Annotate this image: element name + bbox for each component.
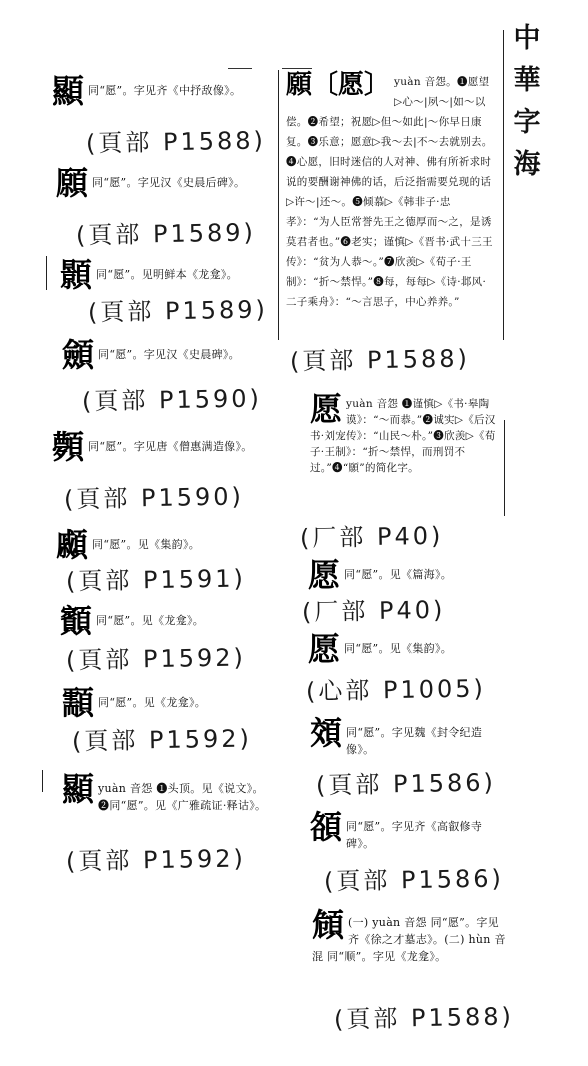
entry-right-6	[310, 810, 500, 852]
headword: 頟	[310, 808, 343, 846]
margin-bracket	[504, 420, 505, 516]
headword: 顭	[52, 428, 85, 466]
handwritten-page-ref: (頁部 P1591)	[65, 564, 247, 596]
headword: 顮	[60, 602, 93, 640]
title-char: 中	[513, 23, 541, 54]
definition: 同“愿”。见《集韵》。	[92, 538, 201, 551]
headword: 顬	[62, 684, 95, 722]
handwritten-page-ref: (頁部 P1589)	[75, 218, 257, 250]
entry-left-5	[52, 430, 262, 464]
handwritten-page-ref: (厂部 P40)	[301, 595, 446, 627]
handwritten-page-ref: (頁部 P1592)	[65, 844, 247, 876]
headword: 愿	[308, 556, 341, 594]
entry-right-7	[312, 908, 508, 965]
entry-left-8	[62, 686, 272, 720]
handwritten-page-ref: (頁部 P1589)	[87, 295, 269, 327]
title-divider	[503, 30, 504, 340]
handwritten-page-ref: (心部 P1005)	[305, 674, 487, 706]
handwritten-page-ref: (厂部 P40)	[299, 521, 444, 553]
entry-right-2	[310, 392, 500, 476]
definition: 同“愿”。字见唐《僧惠满造像》。	[88, 440, 253, 453]
title-char: 字	[513, 107, 541, 138]
definition: 同“愿”。字见汉《史晨碑》。	[98, 348, 240, 361]
handwritten-page-ref: (頁部 P1586)	[315, 768, 497, 800]
entry-right-3	[308, 558, 498, 592]
entry-right-4	[308, 632, 498, 666]
title-char: 海	[513, 149, 541, 180]
dictionary-title	[508, 18, 546, 186]
definition: 同“愿”。见《集韵》。	[344, 642, 453, 655]
entry-left-6	[56, 528, 266, 562]
handwritten-page-ref: (頁部 P1590)	[81, 384, 263, 416]
headword: 顯	[62, 770, 95, 808]
definition: 同“愿”。见《篇海》。	[344, 568, 453, 581]
entry-right-1	[286, 70, 494, 310]
entry-left-9	[62, 772, 268, 814]
definition: 同“愿”。字见汉《史晨后碑》。	[92, 176, 246, 189]
margin-bracket	[278, 70, 279, 340]
entry-right-5	[310, 716, 500, 758]
definition: (一) yuàn 音怨 同“愿”。字见齐《徐之才墓志》。(二) hùn 音混 同“顺”。字见《龙龛》。	[312, 916, 506, 963]
top-rule-left	[228, 68, 252, 69]
headword: 顥	[60, 256, 93, 294]
headword: 願	[56, 164, 89, 202]
definition: 同“愿”。字见齐《高叡修寺碑》。	[346, 820, 483, 850]
entry-left-3	[60, 258, 270, 292]
headword: 顯	[52, 72, 85, 110]
handwritten-page-ref: (頁部 P1592)	[65, 643, 247, 675]
definition: yuàn 音怨 ❶谨慎▷《书·皋陶谟》：“～而恭。”❷诚实▷《后汉书·刘宠传》：“山民～朴。”❸欣羡▷《荀子·王制》：“折～禁悍，而刑罚不过。”❹“願”的简化字。	[310, 398, 496, 474]
headword: 願〔愿〕	[286, 70, 391, 100]
handwritten-page-ref: (頁部 P1586)	[323, 864, 505, 896]
definition: 同“愿”。字见魏《封令纪造像》。	[346, 726, 483, 756]
definition: yuàn 音怨。❶愿望▷心～|夙～|如～以偿。❷希望；祝愿▷但～如此|～你早日康复。❸乐意；愿意▷我～去|不～去就别去。❹心愿，旧时迷信的人对神、佛有所祈求时说的要酬谢神佛的话，后泛指需要兑现的话▷许～|还～。❺倾慕▷《韩非子·忠孝》：“为人臣常誉先王之德厚而～之，是诱莫君者也。”❻老实；谨慎▷《晋书·武十三王传》：“贫为人恭～。”❼欣羡▷《荀子·王制》：“折～禁悍。”❽每，每每▷《诗·邶风·二子乘舟》：“～言思子，中心养养。”	[286, 76, 493, 308]
definition: 同“愿”。见《龙龛》。	[98, 696, 207, 709]
handwritten-page-ref: (頁部 P1590)	[63, 482, 245, 514]
definition: yuàn 音怨 ❶头顶。见《说文》。❷同“愿”。见《广雅疏证·释诂》。	[98, 782, 267, 812]
title-char: 華	[513, 65, 541, 96]
headword: 愿	[308, 630, 341, 668]
entry-left-2	[56, 166, 266, 200]
headword: 頠	[312, 906, 345, 944]
definition: 同“愿”。见明鲜本《龙龛》。	[96, 268, 238, 281]
margin-bracket	[42, 770, 43, 792]
handwritten-page-ref: (頁部 P1588)	[289, 344, 471, 376]
definition: 同“愿”。字见齐《中抒敌像》。	[88, 84, 242, 97]
headword: 顣	[56, 526, 89, 564]
headword: 頝	[310, 714, 343, 752]
entry-left-7	[60, 604, 270, 638]
handwritten-page-ref: (頁部 P1588)	[85, 126, 267, 158]
definition: 同“愿”。见《龙龛》。	[96, 614, 205, 627]
entry-left-1	[52, 74, 262, 108]
headword: 愿	[310, 390, 343, 428]
entry-left-4	[62, 338, 272, 372]
handwritten-page-ref: (頁部 P1588)	[333, 1002, 515, 1034]
margin-bracket	[46, 256, 47, 290]
headword: 顩	[62, 336, 95, 374]
handwritten-page-ref: (頁部 P1592)	[71, 724, 253, 756]
top-rule-right	[282, 68, 312, 69]
